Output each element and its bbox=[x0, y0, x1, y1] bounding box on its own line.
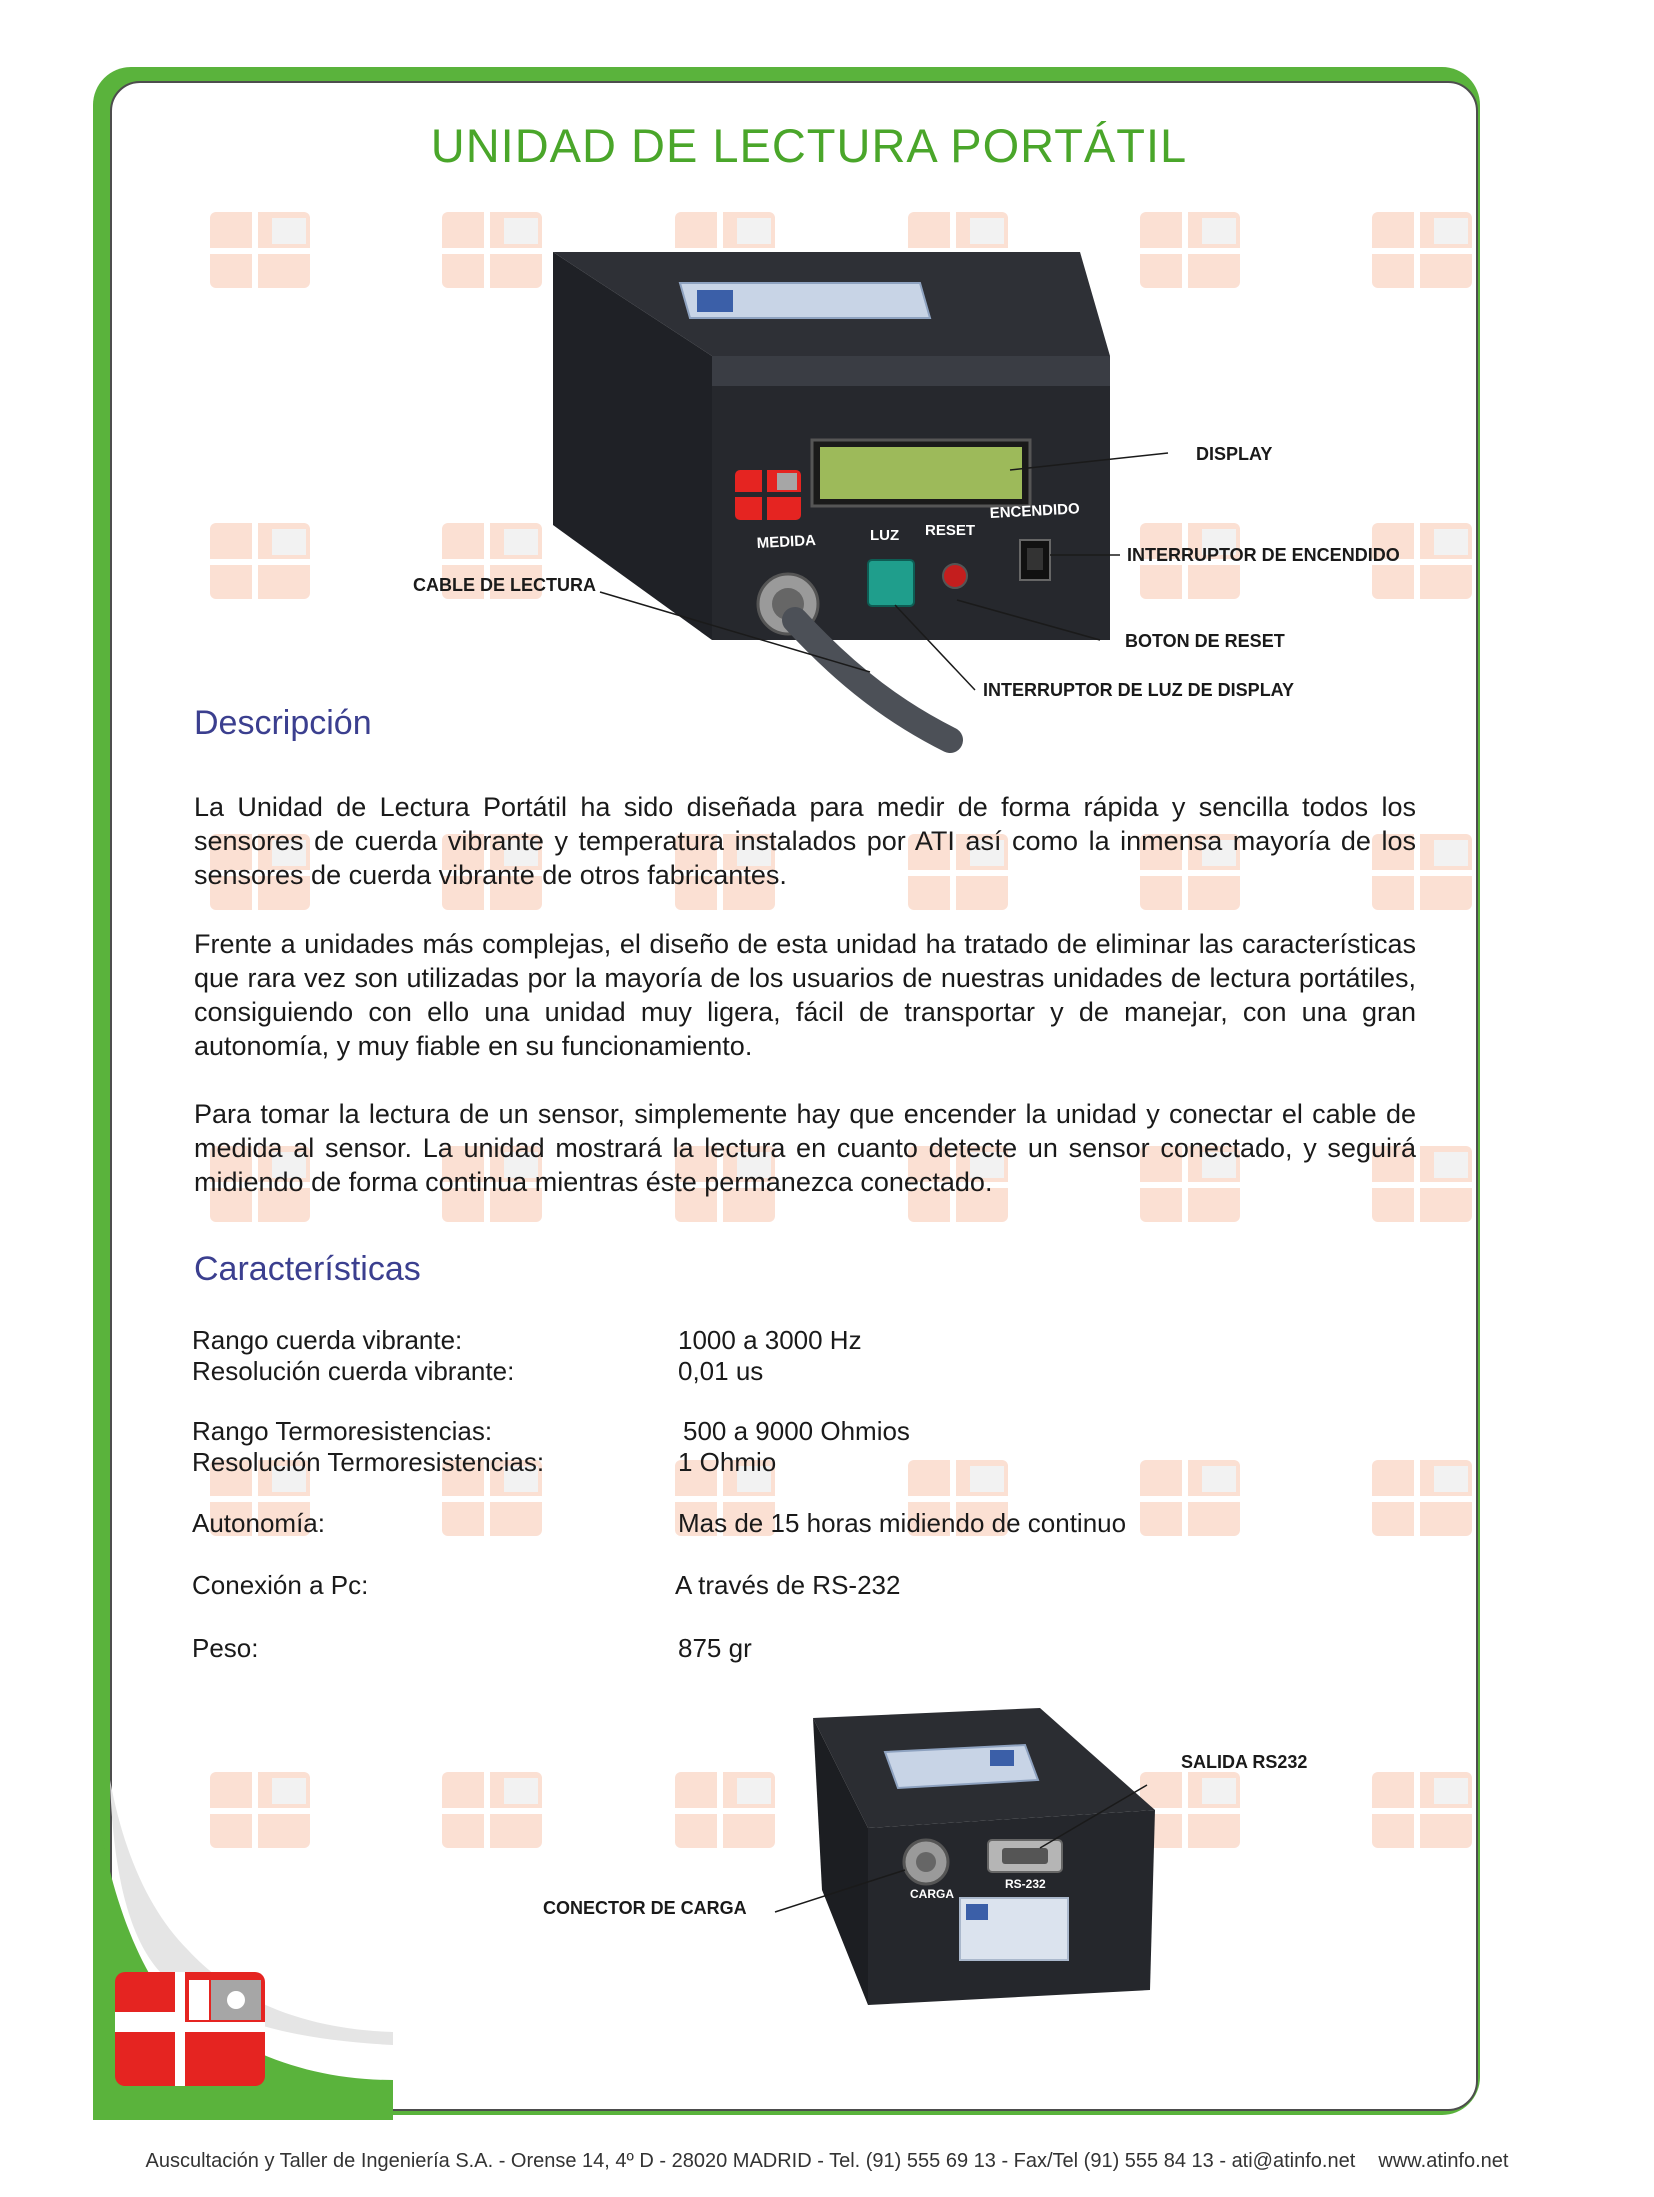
spec-label: Autonomía: bbox=[192, 1508, 325, 1538]
descripcion-paragraph-3: Para tomar la lectura de un sensor, simplemente hay que encender la unidad y conectar el cable de medida al sensor. La unidad mostrará la lectura en cuanto detecte un sensor conectado, y seguirá midiendo de forma continua mientras éste permanezca conectado. bbox=[194, 1099, 1416, 1197]
spec-value: 1000 a 3000 Hz bbox=[678, 1325, 862, 1355]
descripcion-paragraph-2: Frente a unidades más complejas, el diseño de esta unidad ha tratado de eliminar las características que rara vez son utilizadas por la mayoría de los usuarios de nuestras unidades de lectura portátiles, consiguiendo con ello una unidad muy ligera, fácil de transportar y de manejar, con una gran autonomía, y muy fiable en su funcionamiento. bbox=[194, 929, 1416, 1061]
footer-address: Orense 14, 4º D - 28020 MADRID bbox=[510, 2150, 812, 2172]
panel-label-reset: RESET bbox=[925, 522, 976, 539]
panel-label-carga: CARGA bbox=[910, 1887, 954, 1901]
footer-fax: Fax/Tel (91) 555 84 13 bbox=[1013, 2150, 1214, 2172]
panel-label-encendido: ENCENDIDO bbox=[989, 500, 1081, 522]
callout-display: DISPLAY bbox=[1196, 444, 1273, 464]
descripcion-heading: Descripción bbox=[194, 704, 372, 742]
callout-boton-reset: BOTON DE RESET bbox=[1125, 631, 1285, 651]
footer-tel: Tel. (91) 555 69 13 bbox=[829, 2150, 996, 2172]
descripcion-paragraph-1: La Unidad de Lectura Portátil ha sido diseñada para medir de forma rápida y sencilla todos los sensores de cuerda vibrante y temperatura instalados por ATI así como la inmensa mayoría de los sensores de cuerda vibrante de otros fabricantes. bbox=[194, 792, 1416, 890]
spec-label: Rango Termoresistencias: bbox=[192, 1416, 493, 1446]
spec-value: A través de RS-232 bbox=[675, 1570, 901, 1600]
spec-value: 875 gr bbox=[678, 1633, 752, 1663]
callout-interruptor-luz: INTERRUPTOR DE LUZ DE DISPLAY bbox=[983, 680, 1295, 700]
footer-company: Auscultación y Taller de Ingeniería S.A. bbox=[145, 2150, 494, 2172]
spec-value: 1 Ohmio bbox=[678, 1447, 777, 1477]
callout-salida-rs232: SALIDA RS232 bbox=[1181, 1752, 1308, 1772]
footer-email[interactable]: ati@atinfo.net bbox=[1231, 2150, 1356, 2172]
footer-web[interactable]: www.atinfo.net bbox=[1378, 2150, 1509, 2172]
spec-value: 500 a 9000 Ohmios bbox=[683, 1416, 910, 1446]
spec-label: Rango cuerda vibrante: bbox=[192, 1325, 463, 1355]
spec-label: Resolución Termoresistencias: bbox=[192, 1447, 545, 1477]
panel-label-luz: LUZ bbox=[870, 527, 900, 544]
spec-label: Conexión a Pc: bbox=[192, 1570, 369, 1600]
footer: Auscultación y Taller de Ingeniería S.A. - Orense 14, 4º D - 28020 MADRID - Tel. (91) 555 69 13 - Fax/Tel (91) 555 84 13 - ati@atinfo.net www.atinfo.net bbox=[145, 2150, 1509, 2172]
spec-label: Peso: bbox=[192, 1633, 259, 1663]
callout-conector-carga: CONECTOR DE CARGA bbox=[543, 1898, 747, 1918]
panel-label-rs232: RS-232 bbox=[1005, 1877, 1046, 1891]
caracteristicas-heading: Características bbox=[194, 1250, 421, 1288]
callout-cable-lectura: CABLE DE LECTURA bbox=[413, 575, 596, 595]
spec-label: Resolución cuerda vibrante: bbox=[192, 1356, 515, 1386]
panel-label-medida: MEDIDA bbox=[756, 531, 817, 552]
callout-interruptor-encendido: INTERRUPTOR DE ENCENDIDO bbox=[1127, 545, 1400, 565]
spec-value: 0,01 us bbox=[678, 1356, 764, 1386]
spec-value: Mas de 15 horas midiendo de continuo bbox=[678, 1508, 1127, 1538]
page-title: UNIDAD DE LECTURA PORTÁTIL bbox=[430, 119, 1188, 172]
